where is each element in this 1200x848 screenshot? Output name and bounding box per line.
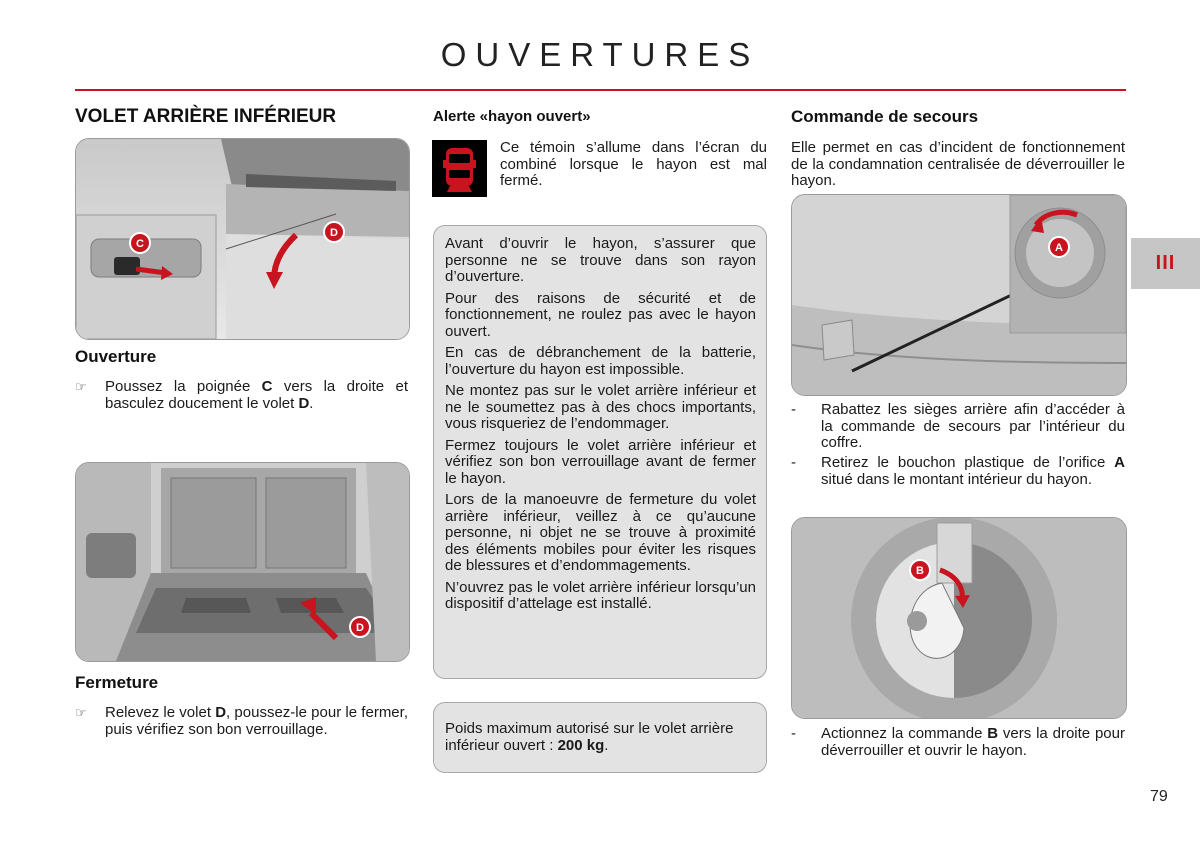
svg-text:D: D — [330, 227, 338, 239]
max-weight-text: Poids maximum autorisé sur le volet arrière inférieur ouvert : 200 kg. — [445, 720, 734, 754]
section-heading-volet: VOLET ARRIÈRE INFÉRIEUR — [75, 106, 337, 127]
hand-pointer-icon: ☞ — [75, 379, 87, 394]
callout-b — [910, 560, 930, 580]
heading-commande-secours: Commande de secours — [791, 107, 979, 126]
callout-d — [324, 222, 344, 242]
warning-item: Pour des raisons de sécurité et de fonctionnement, ne roulez pas avec le hayon ouvert. — [445, 289, 756, 340]
warning-item: Fermez toujours le volet arrière inférieur et vérifiez son bon verrouillage avant de fermer le hayon. — [445, 436, 756, 487]
warning-item: En cas de débranchement de la batterie, l’ouverture du hayon est impossible. — [445, 344, 756, 378]
step-2-text: Retirez le bouchon plastique de l’orifice A situé dans le montant intérieur du hayon. — [821, 454, 1125, 488]
photo-commande-b — [791, 517, 1127, 719]
chapter-tab[interactable]: III — [1131, 238, 1200, 289]
callout-d-2 — [350, 617, 370, 637]
commande-secours-intro: Elle permet en cas d’incident de fonctionnement de la condamnation centralisée de déverrouiller le hayon. — [791, 139, 1125, 189]
step-3 — [791, 726, 1125, 776]
warning-item: Lors de la manoeuvre de fermeture du volet arrière inférieur, veillez à ce qu’aucune personne, ni objet ne se trouve à proximité des éléments mobiles pour éviter les risques de blessures et d’endommagements. — [445, 491, 756, 574]
title-rule — [75, 89, 1126, 91]
step-1-text: Rabattez les sièges arrière afin d’accéder à la commande de secours par l’intérieur du coffre. — [821, 401, 1125, 451]
photo-orifice-a — [791, 194, 1127, 396]
warning-item: N’ouvrez pas le volet arrière inférieur lorsqu’un dispositif d’attelage est installé. — [445, 578, 756, 612]
open-tailgate-warning-icon — [432, 140, 487, 197]
svg-text:D: D — [356, 622, 364, 634]
step-dash: - — [791, 454, 796, 471]
step-1 — [791, 402, 1125, 452]
warning-item: Avant d’ouvrir le hayon, s’assurer que personne ne se trouve dans son rayon d’ouverture. — [445, 235, 756, 285]
step-dash: - — [791, 725, 796, 742]
warning-box — [433, 225, 767, 679]
callout-a — [1049, 237, 1069, 257]
fermeture-text: Relevez le volet D, poussez-le pour le fermer, puis vérifiez son bon verrouillage. — [105, 704, 408, 738]
page-title: OUVERTURES — [440, 36, 760, 73]
fermeture-instruction — [75, 705, 408, 757]
heading-fermeture: Fermeture — [75, 673, 159, 692]
alert-description: Ce témoin s’allume dans l’écran du combiné lorsque le hayon est mal fermé. — [500, 139, 767, 189]
info-box-weight — [433, 702, 767, 773]
step-2 — [791, 455, 1125, 505]
callout-c — [130, 233, 150, 253]
ouverture-text: Poussez la poignée C vers la droite et basculez doucement le volet D. — [105, 378, 408, 412]
ouverture-instruction — [75, 379, 408, 415]
heading-ouverture: Ouverture — [75, 347, 157, 366]
heading-alerte-hayon: Alerte «hayon ouvert» — [433, 108, 591, 125]
page-number: 79 — [1150, 788, 1168, 805]
warning-item: Ne montez pas sur le volet arrière inférieur et ne le soumettez pas à des chocs importants, vous risqueriez de l’endommager. — [445, 382, 756, 432]
svg-text:A: A — [1055, 242, 1063, 254]
photo-volet-fermeture — [75, 462, 410, 662]
step-dash: - — [791, 401, 796, 418]
photo-volet-ouverture — [75, 138, 410, 340]
svg-text:C: C — [136, 238, 144, 250]
svg-text:B: B — [916, 565, 924, 577]
hand-pointer-icon: ☞ — [75, 705, 87, 720]
step-3-text: Actionnez la commande B vers la droite pour déverrouiller et ouvrir le hayon. — [821, 725, 1125, 759]
warning-list — [445, 236, 756, 618]
